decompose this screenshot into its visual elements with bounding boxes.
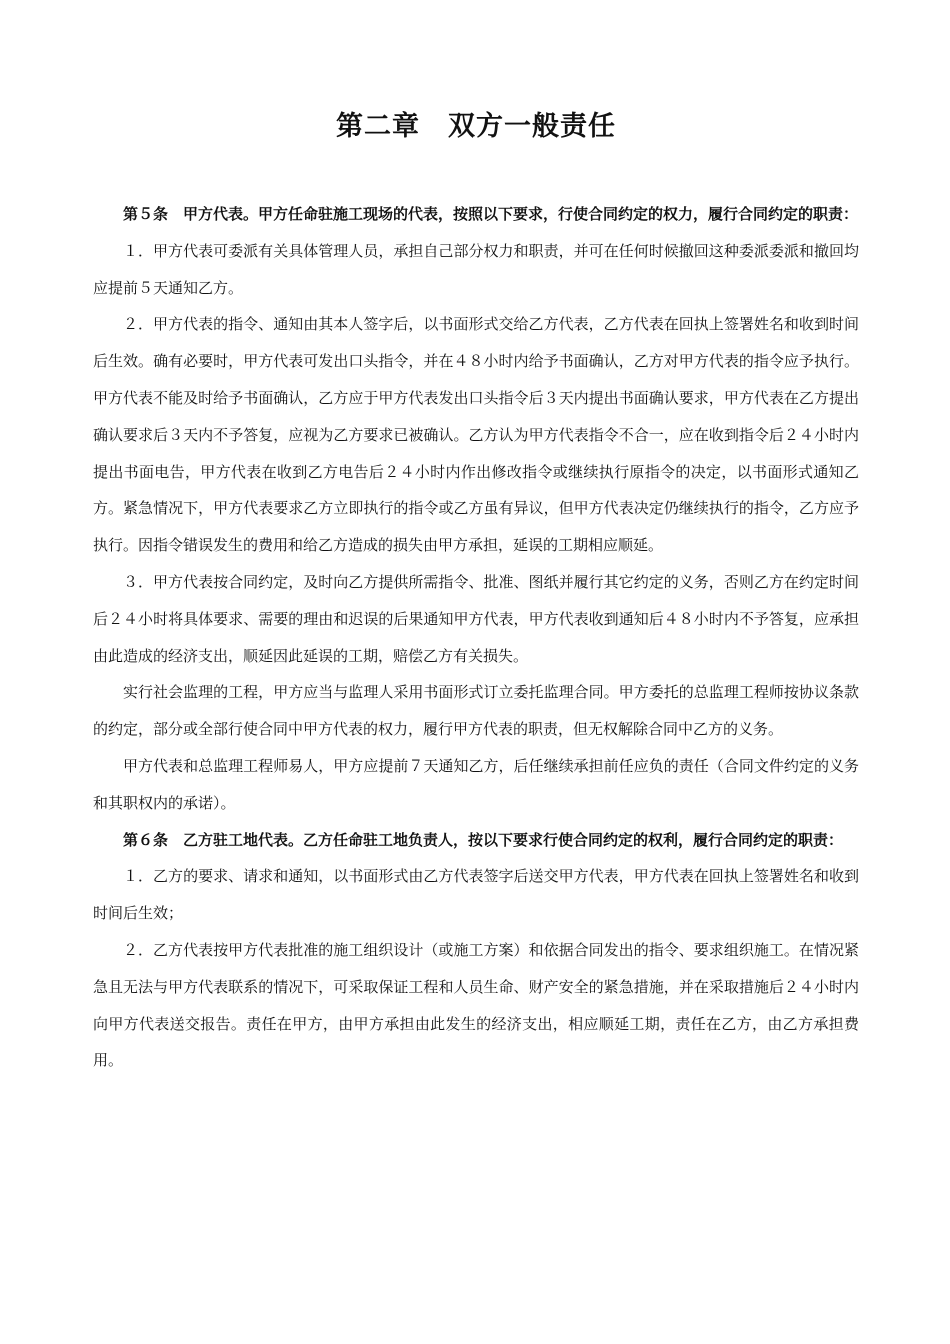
article-5-item-3: ３．甲方代表按合同约定，及时向乙方提供所需指令、批准、图纸并履行其它约定的义务，否则乙方在约定时间后２４小时将具体要求、需要的理由和迟误的后果通知甲方代表，甲方代表收到通知后４８小时内不予答复，应承担由此造成的经济支出，顺延因此延误的工期，赔偿乙方有关损失。 — [93, 572, 859, 665]
article-6-heading — [93, 822, 859, 859]
article-5-item-2: ２．甲方代表的指令、通知由其本人签字后，以书面形式交给乙方代表，乙方代表在回执上签署姓名和收到时间后生效。确有必要时，甲方代表可发出口头指令，并在４８小时内给予书面确认，乙方对甲方代表的指令应予执行。甲方代表不能及时给予书面确认，乙方应于甲方代表发出口头指令后３天内提出书面确认要求，甲方代表在乙方提出确认要求后３天内不予答复，应视为乙方要求已被确认。乙方认为甲方代表指令不合一，应在收到指令后２４小时内提出书面电告，甲方代表在收到乙方电告后２４小时内作出修改指令或继续执行原指令的决定，以书面形式通知乙方。紧急情况下，甲方代表要求乙方立即执行的指令或乙方虽有异议，但甲方代表决定仍继续执行的指令，乙方应予执行。因指令错误发生的费用和给乙方造成的损失由甲方承担，延误的工期相应顺延。 — [93, 315, 859, 555]
document-body — [93, 196, 859, 1079]
article-6-number: 第６条 — [123, 830, 184, 849]
article-5-heading — [93, 196, 859, 233]
article-5-number: 第５条 — [123, 205, 184, 223]
article-5-paragraph-replacement: 甲方代表和总监理工程师易人，甲方应提前７天通知乙方，后任继续承担前任应负的责任（合同文件约定的义务和其职权内的承诺）。 — [93, 756, 859, 812]
chapter-title: 第二章 双方一般责任 — [336, 111, 616, 142]
article-5-item-1: １．甲方代表可委派有关具体管理人员，承担自己部分权力和职责，并可在任何时候撤回这种委派委派和撤回均应提前５天通知乙方。 — [93, 241, 859, 297]
article-5-heading-text: 甲方代表。甲方任命驻施工现场的代表，按照以下要求，行使合同约定的权力，履行合同约定的职责： — [183, 205, 859, 223]
article-5-paragraph-supervision: 实行社会监理的工程，甲方应当与监理人采用书面形式订立委托监理合同。甲方委托的总监理工程师按协议条款的约定，部分或全部行使合同中甲方代表的权力，履行甲方代表的职责，但无权解除合同中乙方的义务。 — [93, 683, 859, 739]
article-6-heading-text: 乙方驻工地代表。乙方任命驻工地负责人，按以下要求行使合同约定的权利，履行合同约定的职责： — [183, 830, 844, 849]
article-6-item-2: ２．乙方代表按甲方代表批准的施工组织设计（或施工方案）和依据合同发出的指令、要求组织施工。在情况紧急且无法与甲方代表联系的情况下，可采取保证工程和人员生命、财产安全的紧急措施，并在采取措施后２４小时内向甲方代表送交报告。责任在甲方，由甲方承担由此发生的经济支出，相应顺延工期，责任在乙方，由乙方承担费用。 — [93, 940, 859, 1070]
article-6-item-1: １．乙方的要求、请求和通知，以书面形式由乙方代表签字后送交甲方代表，甲方代表在回执上签署姓名和收到时间后生效； — [93, 867, 859, 923]
